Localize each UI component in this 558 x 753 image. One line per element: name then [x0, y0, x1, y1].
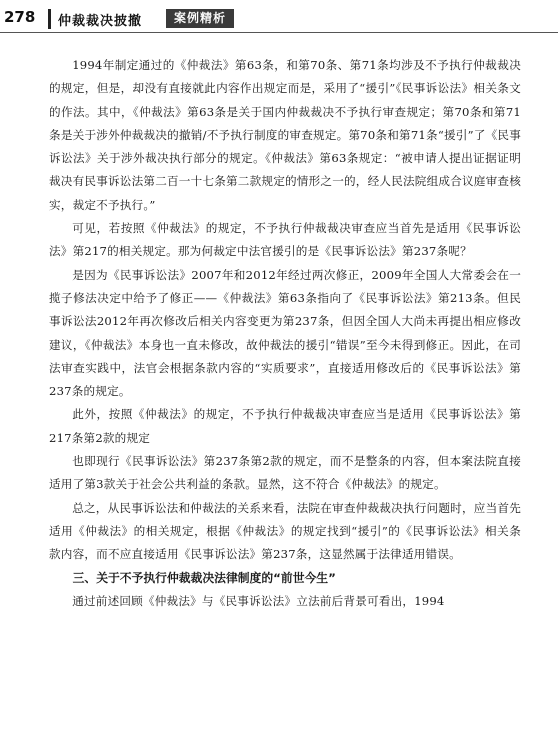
page-header	[0, 6, 558, 34]
paragraph: 1994年制定通过的《仲裁法》第63条，和第70条、第71条均涉及不予执行仲裁裁决的规定，但是，却没有直接就此内容作出规定而是，采用了“援引”《民事诉讼法》相关条文的作法。其中，《仲裁法》第63条是关于国内仲裁裁决不予执行审查规定；第70条和第71条是关于涉外仲裁裁决的撤销/不予执行制度的审查规定。第70条和第71条“援引”了《民事诉讼法》关于涉外裁决执行部分的规定。《仲裁法》第63条规定：“被申请人提出证据证明裁决有民事诉讼法第二百一十七条第二款规定的情形之一的，经人民法院组成合议庭审查核实，裁定不予执行。”	[49, 58, 521, 212]
book-title: 仲裁裁决披撤	[58, 14, 143, 29]
section-heading: 三、关于不予执行仲裁裁决法律制度的“前世今生”	[72, 570, 336, 585]
paragraph: 通过前述回顾《仲裁法》与《民事诉讼法》立法前后背景可看出，1994	[72, 593, 445, 608]
paragraph: 总之，从民事诉讼法和仲裁法的关系来看，法院在审查仲裁裁决执行问题时，应当首先适用《仲裁法》的相关规定，根据《仲裁法》的规定找到“援引”的《民事诉讼法》相关条款内容，而不应直接适用《民事诉讼法》第237条，这显然属于法律适用错误。	[49, 500, 521, 562]
header-divider	[48, 9, 51, 29]
paragraph: 也即现行《民事诉讼法》第237条第2款的规定，而不是整条的内容，但本案法院直接适用了第3款关于社会公共利益的条款。显然，这不符合《仲裁法》的规定。	[49, 454, 521, 492]
paragraph: 可见，若按照《仲裁法》的规定，不予执行仲裁裁决审查应当首先是适用《民事诉讼法》第217的相关规定。那为何裁定中法官援引的是《民事诉讼法》第237条呢？	[49, 221, 521, 259]
section-badge: 案例精析	[166, 9, 234, 28]
paragraph: 是因为《民事诉讼法》2007年和2012年经过两次修正，2009年全国人大常委会在一揽子修法决定中给予了修正——《仲裁法》第63条指向了《民事诉讼法》第213条。但民事诉讼法2012年再次修改后相关内容变更为第237条，但因全国人大尚未再提出相应修改建议，《仲裁法》本身也一直未修改，故仲裁法的援引“错误”至今未得到修正。因此，在司法审查实践中，法官会根据条款内容的“实质要求”，直接适用修改后的《民事诉讼法》第237条的规定。	[49, 267, 521, 399]
header-rule	[0, 32, 558, 33]
paragraph: 此外，按照《仲裁法》的规定，不予执行仲裁裁决审查应当是适用《民事诉讼法》第217条第2款的规定	[49, 407, 521, 445]
body-text	[49, 54, 521, 613]
page-number: 278	[4, 8, 36, 26]
